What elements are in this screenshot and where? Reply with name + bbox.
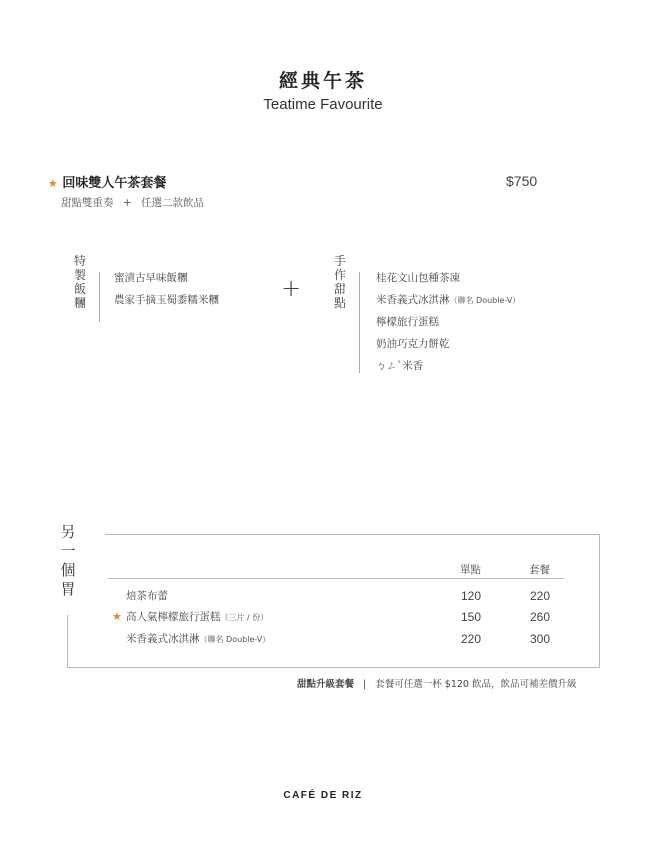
star-icon: ★ (48, 177, 58, 190)
box-border (105, 534, 600, 535)
divider (359, 272, 360, 373)
price-single: 220 (461, 632, 482, 646)
upgrade-title: 甜點升級套餐 (297, 679, 355, 690)
price-set: 300 (530, 632, 551, 646)
item-name: 米香義式冰淇淋 (126, 633, 200, 645)
set-price: $750 (506, 173, 538, 189)
label-char: 作 (333, 268, 346, 282)
label-char: 製 (73, 268, 86, 282)
rice-list (114, 267, 219, 311)
item-note: （三片 / 份） (220, 613, 269, 622)
label-char: 個 (60, 561, 76, 579)
rice-label (73, 254, 87, 310)
page-title: 經典午茶 (278, 70, 367, 92)
other-section-label (59, 523, 77, 599)
set-name-text: 回味雙人午茶套餐 (62, 176, 167, 191)
item-name: 奶油巧克力餅乾 (376, 338, 450, 350)
item-name: 高人氣檸檬旅行蛋糕 (126, 611, 221, 623)
item-name: 檸檬旅行蛋糕 (376, 316, 439, 328)
label-char: 手 (333, 254, 346, 268)
star-icon: ★ (112, 610, 122, 623)
rice-item: 蜜漬古早味飯糰 (114, 272, 188, 284)
price-set: 260 (530, 610, 551, 624)
set-name (48, 172, 166, 191)
item-name: 米香義式冰淇淋 (376, 294, 450, 306)
dessert-item (376, 311, 520, 333)
box-border (599, 534, 600, 668)
label-char: 糰 (73, 296, 86, 310)
label-char: 特 (73, 254, 86, 268)
page-subtitle: Teatime Favourite (263, 96, 383, 113)
price-set: 220 (530, 589, 551, 603)
item-note: （聯名 Double-V） (449, 296, 521, 305)
upgrade-note (297, 676, 577, 690)
header-set: 套餐 (529, 564, 550, 576)
dessert-item (376, 333, 520, 355)
price-single: 120 (461, 589, 482, 603)
table-row (112, 628, 582, 650)
label-char: 甜 (333, 282, 346, 296)
brand-logo: CAFÉ DE RIZ (283, 790, 363, 801)
header-single: 單點 (460, 564, 481, 576)
header-rule (108, 578, 564, 579)
item-name: 桂花文山包種茶凍 (376, 272, 460, 284)
divider (99, 272, 100, 322)
box-border (67, 667, 600, 668)
label-char: 飯 (73, 282, 86, 296)
label-char: 胃 (60, 580, 76, 598)
price-single: 150 (461, 610, 482, 624)
label-char: 一 (60, 542, 76, 560)
dessert-item (376, 289, 520, 311)
plus-icon: + (281, 274, 302, 302)
rice-item: 農家手摘玉蜀黍糯米糰 (114, 294, 219, 306)
table-row (112, 606, 582, 628)
dessert-item (376, 355, 520, 377)
box-border (67, 615, 68, 668)
set-description: 甜點雙重奏 + 任選二款飲品 (61, 197, 204, 209)
separator: | (363, 679, 367, 690)
dessert-item (376, 267, 520, 289)
label-char: 另 (60, 523, 76, 541)
item-note: （聯名 Double-V） (199, 635, 271, 644)
label-char: 點 (333, 296, 346, 310)
item-name: ㄅㄥˋ米香 (376, 360, 424, 372)
dessert-list (376, 267, 520, 377)
item-name: 焙茶布蕾 (126, 590, 168, 602)
table-row (112, 585, 582, 607)
dessert-label (333, 254, 347, 310)
upgrade-text: 套餐可任選一杯 $120 飲品，飲品可補差價升級 (375, 679, 577, 690)
